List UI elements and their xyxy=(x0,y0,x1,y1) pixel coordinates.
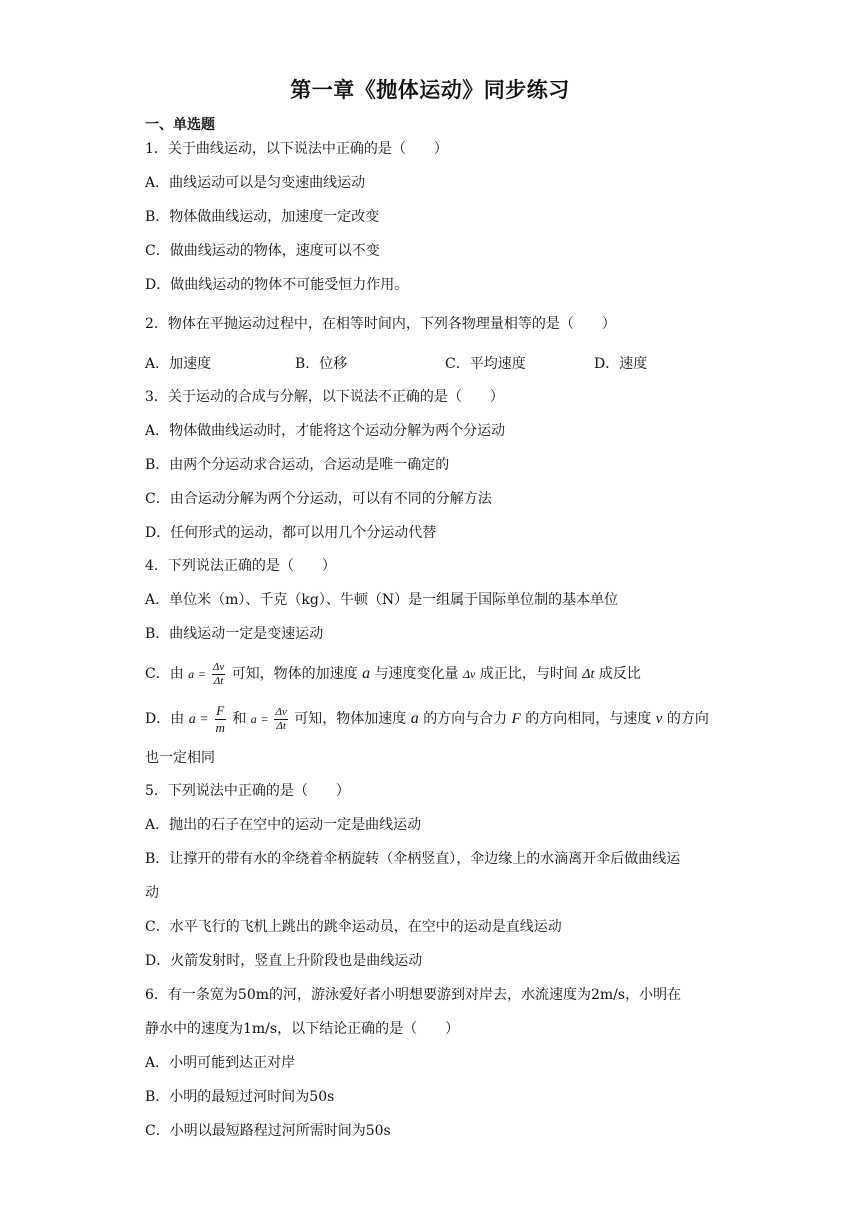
question-2-option-d: D．速度 xyxy=(594,356,648,372)
option-c-text: 与速度变化量 xyxy=(374,666,459,682)
option-d-text: 的方向 xyxy=(666,711,709,727)
fraction-denominator: m xyxy=(215,719,225,735)
question-1-stem: 1．关于曲线运动，以下说法中正确的是（ ） xyxy=(145,141,448,157)
option-d-text: 和 xyxy=(232,711,247,727)
page-title: 第一章《抛体运动》同步练习 xyxy=(290,78,570,102)
section-heading: 一、单选题 xyxy=(145,117,215,133)
question-2-option-a: A．加速度 xyxy=(145,356,212,372)
question-3-option-a: A．物体做曲线运动时，才能将这个运动分解为两个分运动 xyxy=(145,423,506,439)
symbol-a: a xyxy=(410,710,419,727)
option-c-text: 可知，物体的加速度 xyxy=(231,666,358,682)
option-d-text: 可知，物体加速度 xyxy=(294,711,407,727)
formula-equals: = xyxy=(200,712,209,727)
formula-equals: = xyxy=(261,712,269,726)
symbol-v: v xyxy=(655,711,663,727)
question-6-option-c: C．小明以最短路程过河所需时间为50s xyxy=(145,1123,391,1139)
formula-equals: = xyxy=(198,667,206,681)
question-3-stem: 3．关于运动的合成与分解，以下说法不正确的是（ ） xyxy=(145,389,504,405)
fraction-numerator: Δv xyxy=(275,705,287,718)
question-1-option-b: B．物体做曲线运动，加速度一定改变 xyxy=(145,209,380,225)
fraction-denominator: Δt xyxy=(276,719,286,732)
question-1-option-d: D．做曲线运动的物体不可能受恒力作用。 xyxy=(145,277,409,293)
formula-symbol: a xyxy=(188,712,196,727)
fraction-dv-dt xyxy=(274,706,287,733)
fraction-dv-dt xyxy=(212,661,225,688)
question-2-option-b: B．位移 xyxy=(295,356,348,372)
question-3-option-b: B．由两个分运动求合运动，合运动是唯一确定的 xyxy=(145,457,450,473)
option-d-prefix: D．由 xyxy=(145,711,185,727)
question-5-option-b: B．让撑开的带有水的伞绕着伞柄旋转（伞柄竖直），伞边缘上的水滴离开伞后做曲线运 xyxy=(145,851,681,867)
option-d-text: 的方向与合力 xyxy=(423,711,508,727)
question-2-stem: 2．物体在平抛运动过程中，在相等时间内，下列各物理量相等的是（ ） xyxy=(145,316,616,332)
question-4-option-d-continued: 也一定相同 xyxy=(145,750,215,766)
question-1-option-a: A．曲线运动可以是匀变速曲线运动 xyxy=(145,175,366,191)
question-5-option-c: C．水平飞行的飞机上跳出的跳伞运动员，在空中的运动是直线运动 xyxy=(145,919,562,935)
fraction-numerator: F xyxy=(216,702,225,718)
question-2-option-c: C．平均速度 xyxy=(445,356,526,372)
symbol-a: a xyxy=(362,665,371,682)
question-5-stem: 5．下列说法中正确的是（ ） xyxy=(145,783,350,799)
question-6-option-a: A．小明可能到达正对岸 xyxy=(145,1055,296,1071)
question-5-option-d: D．火箭发射时，竖直上升阶段也是曲线运动 xyxy=(145,953,423,969)
fraction-numerator: Δv xyxy=(212,660,225,673)
question-6-stem-continued: 静水中的速度为1m/s，以下结论正确的是（ ） xyxy=(145,1021,460,1037)
option-c-text: 成正比，与时间 xyxy=(479,666,578,682)
question-4-option-a: A．单位米（m）、千克（kg）、牛顿（N）是一组属于国际单位制的基本单位 xyxy=(145,592,619,608)
question-4-option-b: B．曲线运动一定是变速运动 xyxy=(145,626,324,642)
question-3-option-d: D．任何形式的运动，都可以用几个分运动代替 xyxy=(145,525,437,541)
question-6-stem: 6．有一条宽为50m的河，游泳爱好者小明想要游到对岸去，水流速度为2m/s，小明在 xyxy=(145,987,682,1003)
question-5-option-b-continued: 动 xyxy=(145,885,159,901)
question-4-option-c xyxy=(145,660,641,689)
option-d-text: 的方向相同，与速度 xyxy=(525,711,652,727)
question-5-option-a: A．抛出的石子在空中的运动一定是曲线运动 xyxy=(145,817,422,833)
fraction-denominator: Δt xyxy=(213,674,224,687)
question-3-option-c: C．由合运动分解为两个分运动，可以有不同的分解方法 xyxy=(145,491,492,507)
formula-symbol: a xyxy=(250,712,257,726)
option-c-text: 成反比 xyxy=(598,666,641,682)
question-4-stem: 4．下列说法正确的是（ ） xyxy=(145,558,336,574)
question-6-option-b: B．小明的最短过河时间为50s xyxy=(145,1089,335,1105)
fraction-f-m xyxy=(215,703,226,736)
symbol-f: F xyxy=(511,711,521,727)
symbol-dv: Δv xyxy=(463,667,476,681)
option-c-prefix: C．由 xyxy=(145,666,184,682)
symbol-dt: Δt xyxy=(582,667,595,682)
question-1-option-c: C．做曲线运动的物体，速度可以不变 xyxy=(145,243,380,259)
formula-symbol: a xyxy=(188,667,195,681)
question-4-option-d xyxy=(145,702,709,737)
